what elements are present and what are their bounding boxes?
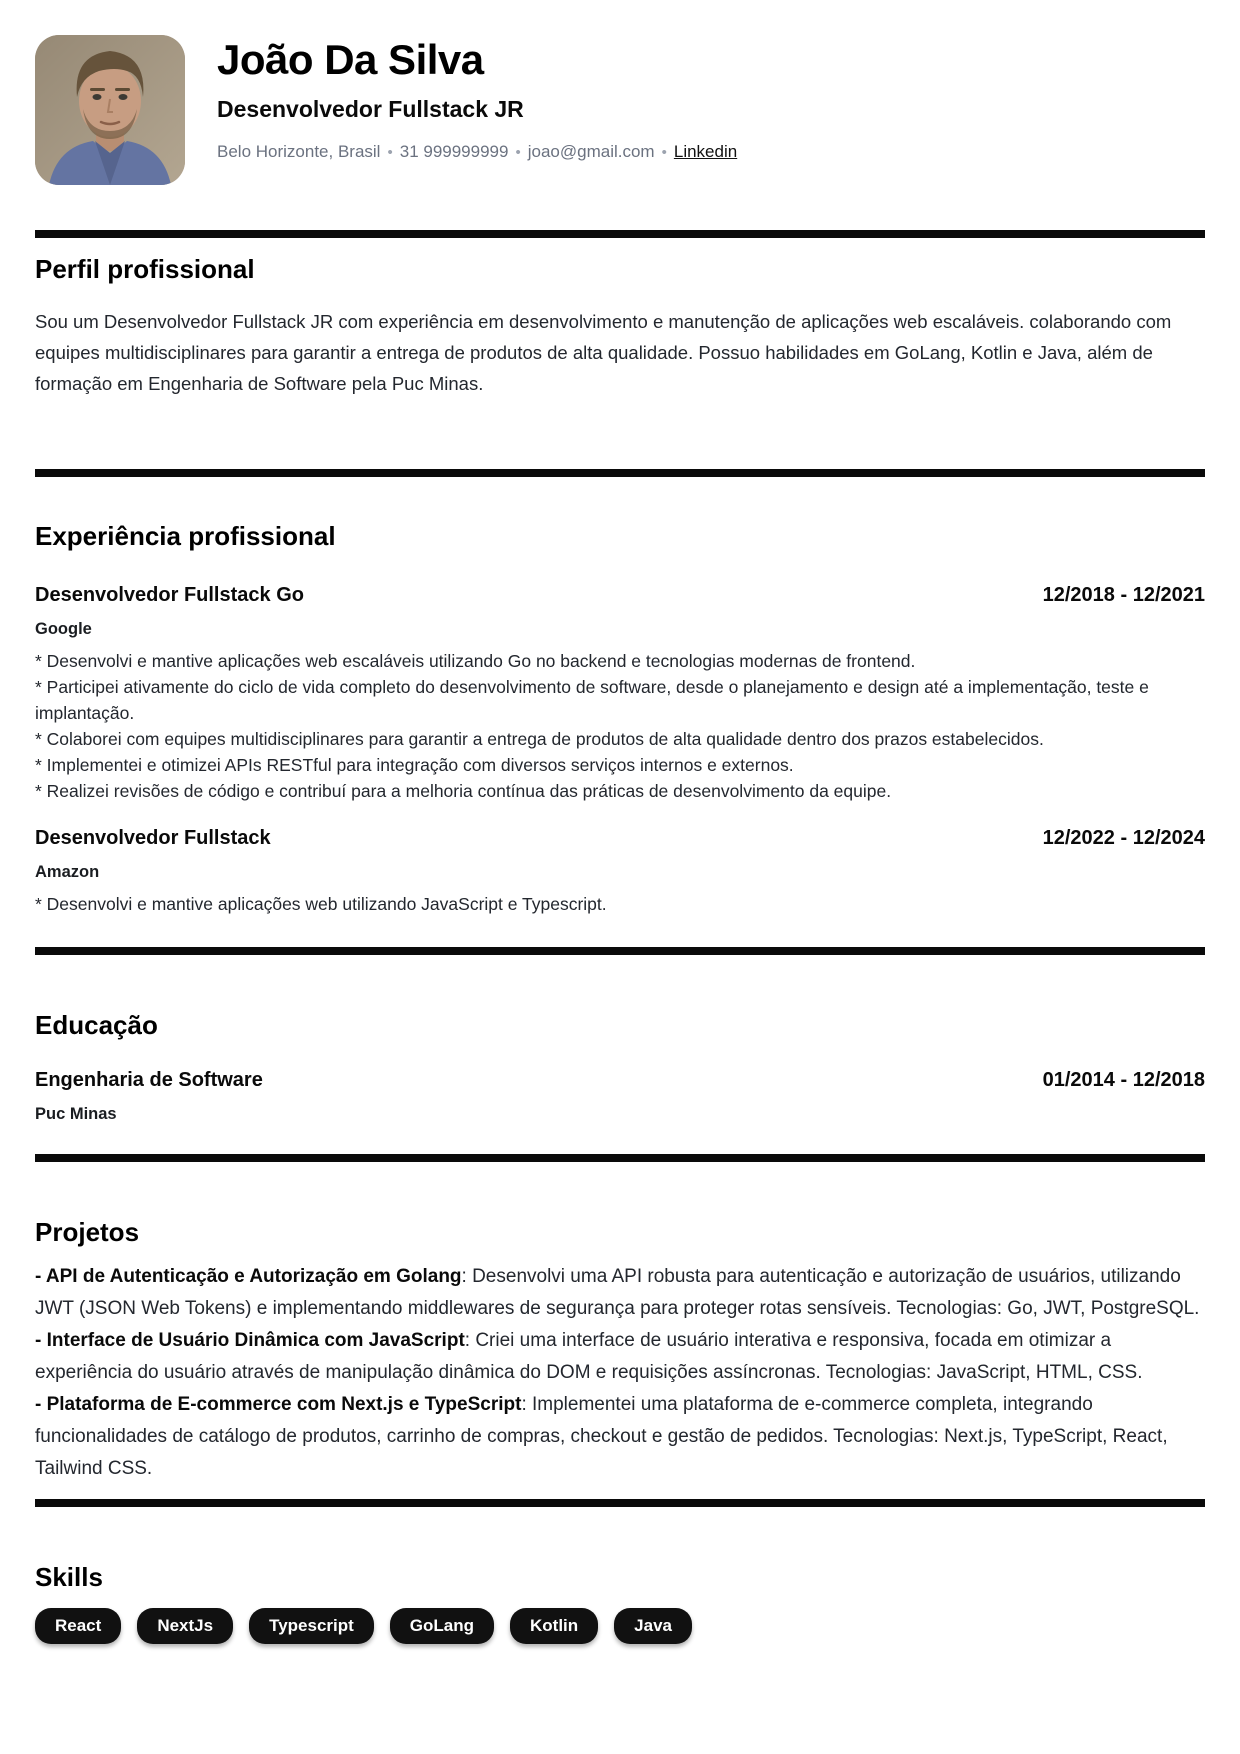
job-bullet: * Implementei e otimizei APIs RESTful para integração com diversos serviços internos e externos. [35,755,794,775]
section-divider [35,469,1205,477]
project-description: : Desenvolvi uma API robusta para autenticação e autorização de usuários, utilizando JWT (JSON Web Tokens) e implementando middlewares de segurança para proteger rotas sensíveis. Tecnologias: Go, JWT, PostgreSQL. [35,1266,1200,1319]
resume-header [35,0,1205,185]
skill-tag: Typescript [249,1608,374,1644]
job-bullets [35,648,1205,804]
avatar-illustration [35,35,185,185]
contact-line [217,141,737,164]
job-header-row [35,826,1205,850]
skill-tag: Kotlin [510,1608,598,1644]
contact-phone: 31 999999999 [399,142,509,161]
contact-email: joao@gmail.com [527,142,655,161]
avatar [35,35,185,185]
projects-list [35,1261,1205,1485]
job-company: Google [35,620,92,638]
school-name: Puc Minas [35,1105,117,1123]
section-divider [35,947,1205,955]
job-bullet: * Desenvolvi e mantive aplicações web escaláveis utilizando Go no backend e tecnologias modernas de frontend. [35,651,916,671]
project-item [35,1389,1205,1485]
section-divider [35,1499,1205,1507]
skill-tag: NextJs [137,1608,233,1644]
contact-location: Belo Horizonte, Brasil [217,142,381,161]
job-company: Amazon [35,863,100,881]
degree-title: Engenharia de Software [35,1069,263,1091]
job-header-row [35,583,1205,607]
project-name: - Plataforma de E-commerce com Next.js e TypeScript [35,1394,522,1415]
job-bullet: * Realizei revisões de código e contribuí para a melhoria contínua das práticas de desenvolvimento da equipe. [35,781,892,801]
job-bullets [35,891,1205,917]
job-dates: 12/2022 - 12/2024 [1042,827,1205,849]
linkedin-link[interactable]: Linkedin [673,142,738,161]
education-section-heading: Educação [35,1010,158,1040]
project-name: - API de Autenticação e Autorização em Golang [35,1266,462,1287]
job-bullet: * Participei ativamente do ciclo de vida completo do desenvolvimento de software, desde o planejamento e design até a implementação, teste e implantação. [35,677,1149,723]
skill-tag: Java [614,1608,692,1644]
job-dates: 12/2018 - 12/2021 [1042,584,1205,606]
job-bullet: * Desenvolvi e mantive aplicações web utilizando JavaScript e Typescript. [35,894,607,914]
project-description: : Criei uma interface de usuário interativa e responsiva, focada em otimizar a experiência do usuário através de manipulação dinâmica do DOM e requisições assíncronas. Tecnologias: JavaScript, HTML, CSS. [35,1330,1143,1383]
degree-dates: 01/2014 - 12/2018 [1042,1069,1205,1091]
section-divider [35,230,1205,238]
skills-section-heading: Skills [35,1562,103,1592]
project-description: : Implementei uma plataforma de e-commerce completa, integrando funcionalidades de catálogo de produtos, carrinho de compras, checkout e gestão de pedidos. Tecnologias: Next.js, TypeScript, React, Tailwind CSS. [35,1394,1168,1479]
header-text [217,35,737,164]
job-title: Desenvolvedor Fullstack Go [35,584,304,606]
section-divider [35,1154,1205,1162]
project-name: - Interface de Usuário Dinâmica com JavaScript [35,1330,465,1351]
person-title: Desenvolvedor Fullstack JR [217,96,524,122]
education-header-row [35,1068,1205,1092]
projects-section-heading: Projetos [35,1217,140,1247]
bullet-separator: • [387,144,393,161]
job-title: Desenvolvedor Fullstack [35,827,271,849]
skill-tag: React [35,1608,121,1644]
bullet-separator: • [661,144,667,161]
job-bullet: * Colaborei com equipes multidisciplinares para garantir a entrega de produtos de alta qualidade dentro dos prazos estabelecidos. [35,729,1044,749]
profile-section-heading: Perfil profissional [35,254,255,284]
bullet-separator: • [515,144,521,161]
profile-text: Sou um Desenvolvedor Fullstack JR com experiência em desenvolvimento e manutenção de aplicações web escaláveis. colaborando com equipes multidisciplinares para garantir a entrega de produtos de alta qualidade. Possuo habilidades em GoLang, Kotlin e Java, além de formação em Engenharia de Software pela Puc Minas. [35,311,1172,394]
person-name: João Da Silva [217,36,484,83]
skills-list [35,1608,1205,1644]
project-item [35,1325,1205,1389]
project-item [35,1261,1205,1325]
skill-tag: GoLang [390,1608,494,1644]
experience-section-heading: Experiência profissional [35,521,336,551]
